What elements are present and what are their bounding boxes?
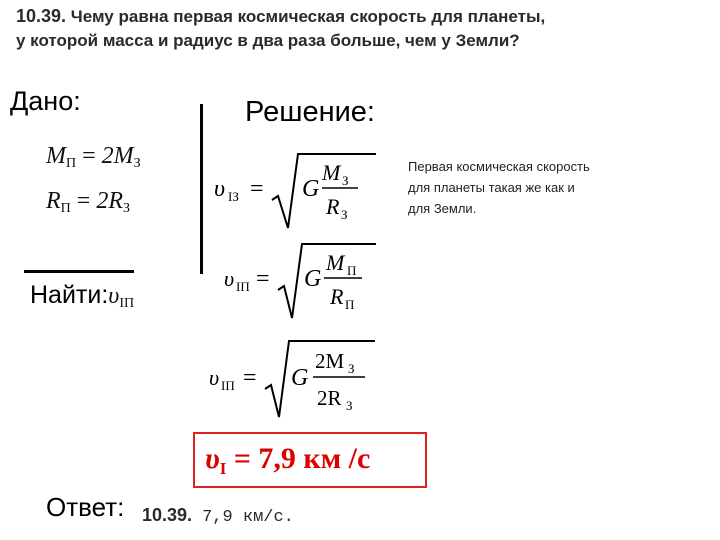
answer-label: Ответ: xyxy=(46,492,125,522)
formula-planet-velocity xyxy=(220,238,380,326)
answer-problem-number: 10.39. xyxy=(142,505,193,525)
formula2-denominator: R xyxy=(330,284,344,309)
solution-heading: Решение: xyxy=(245,96,375,128)
formula3-denominator: 2R xyxy=(317,386,342,410)
mass-rhs: 2M xyxy=(101,143,134,169)
formula3-equals: = xyxy=(243,365,257,391)
solution-note xyxy=(408,156,590,219)
formula2-denominator-subscript: П xyxy=(345,297,355,312)
formula1-equals: = xyxy=(250,176,264,202)
result-box xyxy=(193,432,427,488)
answer-value xyxy=(142,505,294,527)
result-number: = 7,9 км /с xyxy=(226,442,371,475)
find-variable-subscript: IП xyxy=(119,296,135,311)
formula2-numerator-subscript: П xyxy=(347,263,357,278)
mass-symbol: M xyxy=(46,143,66,169)
find-label: Найти: xyxy=(30,281,109,309)
result-variable-subscript: I xyxy=(219,459,227,478)
radius-rhs: 2R xyxy=(96,188,124,214)
note-line-2: для планеты такая же как и xyxy=(408,180,575,195)
result-variable: υ xyxy=(205,442,220,475)
formula1-denominator-subscript: З xyxy=(341,207,348,222)
problem-number: 10.39. xyxy=(16,6,67,26)
formula1-numerator: M xyxy=(322,160,341,185)
formula1-lhs: υ xyxy=(214,176,226,202)
result-value xyxy=(205,442,370,479)
given-heading: Дано: xyxy=(10,86,81,116)
note-line-3: для Земли. xyxy=(408,201,477,216)
formula1-numerator-subscript: З xyxy=(342,173,349,188)
formula1-lhs-subscript: IЗ xyxy=(228,189,239,204)
given-solution-divider xyxy=(200,104,203,274)
formula2-equals: = xyxy=(256,266,270,292)
equals-sign: = xyxy=(76,188,91,214)
mass-rhs-subscript: З xyxy=(133,156,141,171)
given-radius-equation xyxy=(46,188,130,217)
find-variable: υ xyxy=(108,283,120,309)
radius-subscript: П xyxy=(60,201,71,216)
formula1-denominator: R xyxy=(326,194,340,219)
problem-text-2: у которой масса и радиус в два раза больше, чем у Земли? xyxy=(16,31,520,50)
problem-text-1: Чему равна первая космическая скорость для планеты, xyxy=(70,7,546,26)
equals-sign: = xyxy=(82,143,96,169)
given-mass-equation xyxy=(46,143,141,172)
formula-planet-velocity-substituted xyxy=(205,333,385,423)
formula-earth-velocity xyxy=(210,148,380,236)
formula3-lhs-subscript: IП xyxy=(221,378,235,393)
radius-rhs-subscript: З xyxy=(123,201,131,216)
formula2-numerator: M xyxy=(326,250,345,275)
mass-subscript: П xyxy=(66,156,77,171)
formula2-g: G xyxy=(304,266,322,292)
formula3-lhs: υ xyxy=(209,365,220,390)
formula2-lhs-subscript: IП xyxy=(236,279,250,294)
answer-text: 7,9 км/с. xyxy=(202,508,294,527)
formula3-denominator-subscript: З xyxy=(346,398,353,413)
problem-statement xyxy=(16,4,545,53)
problem-line-1 xyxy=(16,4,545,29)
note-line-1: Первая космическая скорость xyxy=(408,159,590,174)
formula1-g: G xyxy=(302,176,320,202)
formula3-numerator-subscript: З xyxy=(348,361,355,376)
formula2-lhs: υ xyxy=(224,266,235,291)
find-row xyxy=(30,281,134,312)
radius-symbol: R xyxy=(46,188,61,214)
formula3-numerator: 2M xyxy=(315,349,345,373)
find-divider xyxy=(24,270,134,273)
formula3-g: G xyxy=(291,365,309,391)
